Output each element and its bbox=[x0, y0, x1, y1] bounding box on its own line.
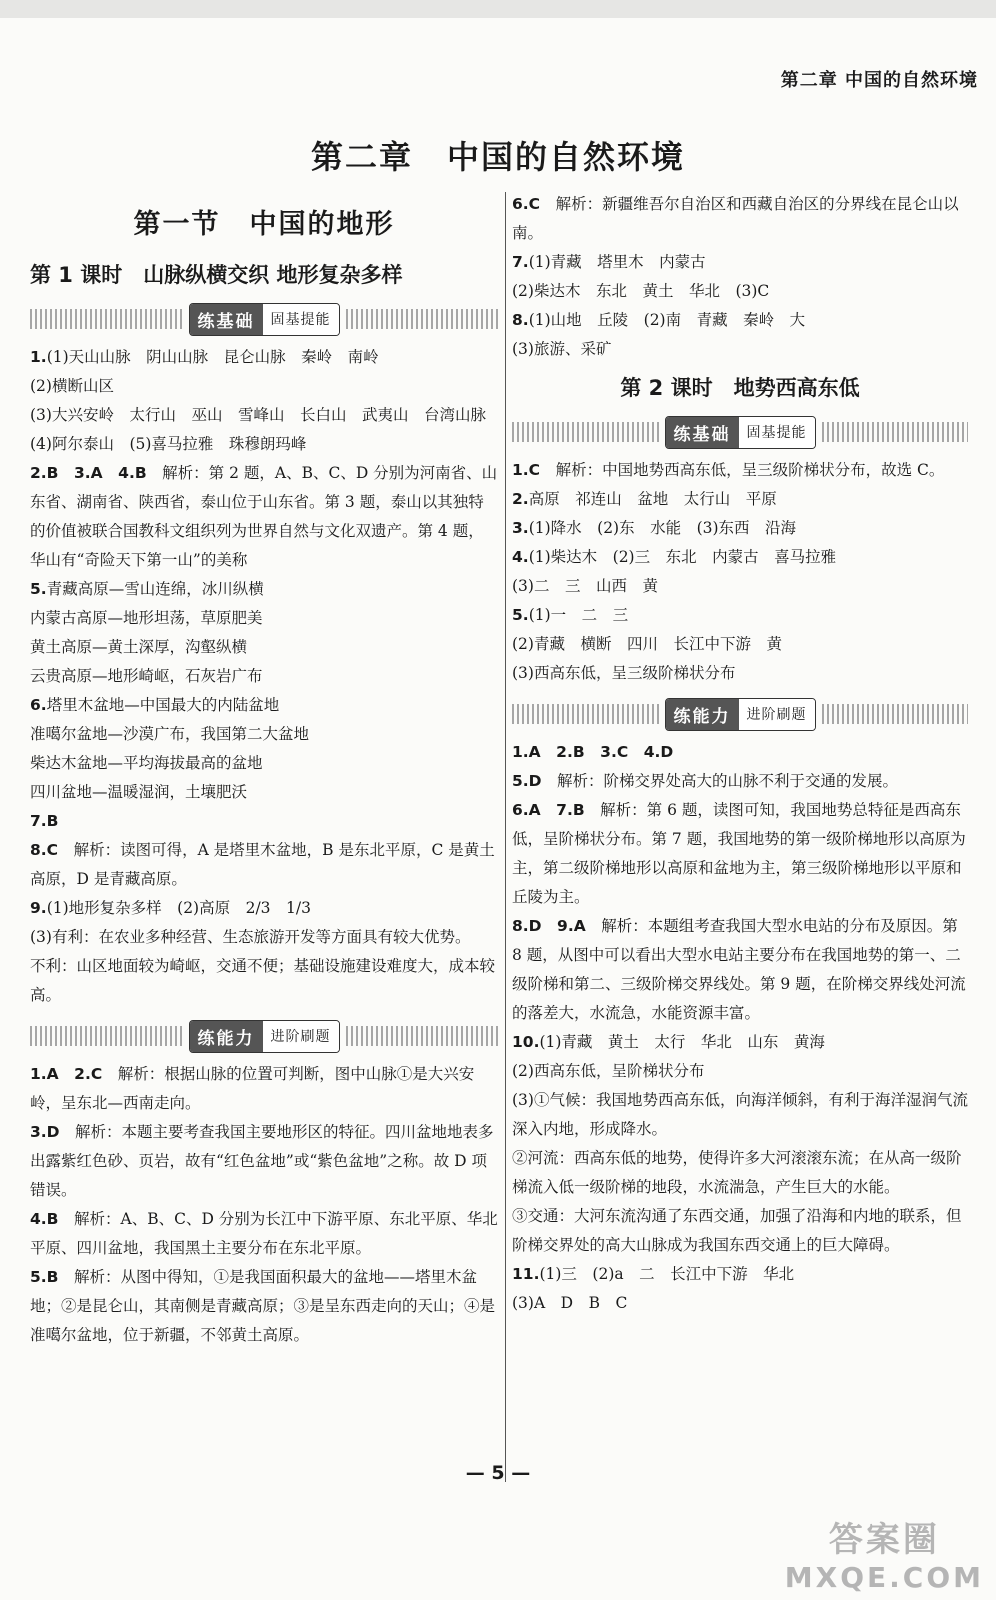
answer-item bbox=[512, 456, 968, 485]
answer-item bbox=[512, 1260, 968, 1318]
answer-list bbox=[512, 190, 968, 364]
answer-item bbox=[30, 1205, 498, 1263]
banner-hatch bbox=[346, 309, 499, 329]
banner-hatch bbox=[512, 704, 659, 724]
answer-number: 6.C bbox=[512, 195, 541, 213]
answer-text: (1)降水 (2)东 水能 (3)东西 沿海 bbox=[528, 519, 797, 537]
chapter-title: 第二章 中国的自然环境 bbox=[310, 138, 685, 176]
answer-number: 3.D bbox=[30, 1123, 60, 1141]
top-scan-border bbox=[0, 0, 996, 18]
banner-label bbox=[665, 698, 816, 731]
answer-text: 青藏高原—雪山连绵，冰川纵横 内蒙古高原—地形坦荡，草原肥美 黄土高原—黄土深厚，沟壑纵横 云贵高原—地形崎岖，石灰岩广布 bbox=[30, 580, 264, 685]
lesson-title: 第 2 课时 地势西高东低 bbox=[620, 376, 860, 400]
answer-number: 5. bbox=[512, 606, 529, 624]
answer-list bbox=[512, 738, 968, 1318]
answer-number: 4.B bbox=[30, 1210, 59, 1228]
answer-text: (1)青藏 黄土 太行 华北 山东 黄海 (2)西高东低，呈阶梯状分布 (3)①气候：我国地势西高东低，向海洋倾斜，有利于海洋湿润气流深入内地，形成降水。 ②河流：西高东低的地势，使得许多大河滚滚东流；在从高一级阶梯流入低一级阶梯的地段，水流湍急，产生巨大的水能。 ③交通：大河东流沟通了东西交通，加强了沿海和内地的联系，但阶梯交界处的高大山脉成为我国东西交通上的巨大障碍。 bbox=[512, 1033, 968, 1254]
answer-number: 5.B bbox=[30, 1268, 59, 1286]
answer-number: 8. bbox=[512, 311, 529, 329]
answer-item bbox=[512, 912, 968, 1028]
answer-text: (1)一 二 三 (2)青藏 横断 四川 长江中下游 黄 (3)西高东低，呈三级阶梯状分布 bbox=[512, 606, 782, 682]
answer-number: 2.B 3.A 4.B bbox=[30, 464, 147, 482]
answer-number: 3. bbox=[512, 519, 529, 537]
answer-item bbox=[30, 343, 498, 459]
banner-hatch bbox=[822, 422, 969, 442]
banner-hatch bbox=[346, 1026, 499, 1046]
answer-item bbox=[512, 514, 968, 543]
banner-hatch bbox=[512, 422, 659, 442]
banner-hatch bbox=[30, 1026, 183, 1046]
banner-main-text: 练基础 bbox=[190, 304, 263, 335]
answer-number: 11. bbox=[512, 1265, 540, 1283]
banner-ability bbox=[512, 698, 968, 730]
answer-item bbox=[512, 248, 968, 306]
answer-text: 解析：从图中得知，①是我国面积最大的盆地——塔里木盆地；②是昆仑山，其南侧是青藏高原；③是呈东西走向的天山；④是准噶尔盆地，位于新疆，不邻黄土高原。 bbox=[30, 1268, 496, 1344]
answer-number: 8.D 9.A bbox=[512, 917, 586, 935]
banner-label bbox=[189, 1020, 340, 1053]
answer-item bbox=[30, 807, 498, 836]
answer-item bbox=[512, 190, 968, 248]
answer-text: 塔里木盆地—中国最大的内陆盆地 准噶尔盆地—沙漠广布，我国第二大盆地 柴达木盆地—平均海拔最高的盆地 四川盆地—温暖湿润，土壤肥沃 bbox=[30, 696, 310, 801]
answer-item bbox=[30, 836, 498, 894]
answer-list bbox=[30, 1060, 498, 1350]
answer-text: (1)天山山脉 阴山山脉 昆仑山脉 秦岭 南岭 (2)横断山区 (3)大兴安岭 太行山 巫山 雪峰山 长白山 武夷山 台湾山脉 (4)阿尔泰山 (5)喜马拉雅 珠穆朗玛峰 bbox=[30, 348, 486, 453]
answer-number: 6.A 7.B bbox=[512, 801, 585, 819]
answer-text: 高原 祁连山 盆地 太行山 平原 bbox=[528, 490, 777, 508]
answer-number: 9. bbox=[30, 899, 47, 917]
banner-main-text: 练能力 bbox=[666, 699, 739, 730]
banner-basic bbox=[30, 303, 498, 335]
answer-text: 解析：A、B、C、D 分别为长江中下游平原、东北平原、华北平原、四川盆地，我国黑土主要分布在东北平原。 bbox=[30, 1210, 498, 1257]
answer-item bbox=[30, 575, 498, 691]
answer-text: (1)地形复杂多样 (2)高原 2/3 1/3 (3)有利：在农业多种经营、生态旅游开发等方面具有较大优势。 不利：山区地面较为崎岖，交通不便；基础设施建设难度大，成本较高。 bbox=[30, 899, 496, 1004]
answer-item bbox=[30, 459, 498, 575]
answer-number: 7.B bbox=[30, 812, 59, 830]
answer-number: 1. bbox=[30, 348, 47, 366]
answer-text: 解析：第 6 题，读图可知，我国地势总特征是西高东低，呈阶梯状分布。第 7 题，我国地势的第一级阶梯地形以高原为主，第二级阶梯地形以高原和盆地为主，第三级阶梯地形以平原和丘陵为主。 bbox=[512, 801, 966, 906]
lesson-title: 第 1 课时 山脉纵横交织 地形复杂多样 bbox=[30, 263, 403, 287]
answer-text: 解析：第 2 题，A、B、C、D 分别为河南省、山东省、湖南省、陕西省，泰山位于山东省。第 3 题，泰山以其独特的价值被联合国教科文组织列为世界自然与文化双遗产。第 4 题，华山有“奇险天下第一山”的美称 bbox=[30, 464, 498, 569]
answer-item bbox=[512, 601, 968, 688]
answer-list bbox=[512, 456, 968, 688]
answer-number: 2. bbox=[512, 490, 529, 508]
banner-label bbox=[189, 303, 340, 336]
answer-text: 解析：新疆维吾尔自治区和西藏自治区的分界线在昆仑山以南。 bbox=[512, 195, 959, 242]
banner-basic bbox=[512, 416, 968, 448]
banner-sub-text: 固基提能 bbox=[739, 417, 815, 448]
answer-text: (1)青藏 塔里木 内蒙古 (2)柴达木 东北 黄土 华北 (3)C bbox=[512, 253, 770, 300]
answer-item bbox=[30, 1263, 498, 1350]
answer-item bbox=[512, 543, 968, 601]
banner-ability bbox=[30, 1020, 498, 1052]
answer-number: 1.A 2.B 3.C 4.D bbox=[512, 743, 674, 761]
answer-item bbox=[512, 767, 968, 796]
answer-text: 解析：本题主要考查我国主要地形区的特征。四川盆地地表多出露紫红色砂、页岩，故有“红色盆地”或“紫色盆地”之称。故 D 项错误。 bbox=[30, 1123, 494, 1199]
answer-text: (1)三 (2)a 二 长江中下游 华北 (3)A D B C bbox=[512, 1265, 795, 1312]
answer-item bbox=[30, 1060, 498, 1118]
page-number: — 5 — bbox=[465, 1462, 531, 1484]
answer-text: 解析：根据山脉的位置可判断，图中山脉①是大兴安岭，呈东北—西南走向。 bbox=[30, 1065, 475, 1112]
banner-sub-text: 进阶刷题 bbox=[263, 1021, 339, 1052]
answer-item bbox=[512, 306, 968, 364]
banner-main-text: 练能力 bbox=[190, 1021, 263, 1052]
banner-sub-text: 进阶刷题 bbox=[739, 699, 815, 730]
answer-item bbox=[30, 1118, 498, 1205]
answer-item bbox=[30, 691, 498, 807]
answer-text: 解析：读图可得，A 是塔里木盆地，B 是东北平原，C 是黄土高原，D 是青藏高原。 bbox=[30, 841, 495, 888]
answer-number: 4. bbox=[512, 548, 529, 566]
answer-number: 1.C bbox=[512, 461, 541, 479]
answer-text: 解析：本题组考查我国大型水电站的分布及原因。第 8 题，从图中可以看出大型水电站主要分布在我国地势的第一、二级阶梯和第二、三级阶梯交界线处。第 9 题，在阶梯交界线处河流的落差大，水流急，水能资源丰富。 bbox=[512, 917, 966, 1022]
answer-item bbox=[512, 485, 968, 514]
answer-item bbox=[30, 894, 498, 1010]
banner-hatch bbox=[30, 309, 183, 329]
answer-list bbox=[30, 343, 498, 1010]
answer-text: (1)柴达木 (2)三 东北 内蒙古 喜马拉雅 (3)二 三 山西 黄 bbox=[512, 548, 837, 595]
watermark-url: MXQE.COM bbox=[784, 1561, 984, 1594]
answer-item bbox=[512, 738, 968, 767]
answer-number: 7. bbox=[512, 253, 529, 271]
left-column bbox=[30, 190, 498, 1350]
answer-number: 6. bbox=[30, 696, 47, 714]
answer-number: 10. bbox=[512, 1033, 540, 1051]
running-head: 第二章 中国的自然环境 bbox=[780, 70, 978, 91]
answer-number: 8.C bbox=[30, 841, 59, 859]
watermark-text: 答案圈 bbox=[828, 1520, 940, 1560]
right-column bbox=[512, 190, 968, 1318]
banner-hatch bbox=[822, 704, 969, 724]
banner-label bbox=[665, 416, 816, 449]
answer-item bbox=[512, 796, 968, 912]
answer-text: 解析：中国地势西高东低，呈三级阶梯状分布，故选 C。 bbox=[540, 461, 945, 479]
column-divider bbox=[505, 192, 506, 1482]
section-title: 第一节 中国的地形 bbox=[133, 209, 395, 240]
banner-sub-text: 固基提能 bbox=[263, 304, 339, 335]
answer-text: 解析：阶梯交界处高大的山脉不利于交通的发展。 bbox=[541, 772, 899, 790]
answer-number: 5.D bbox=[512, 772, 542, 790]
watermark-logo bbox=[785, 1512, 984, 1594]
answer-number: 5. bbox=[30, 580, 47, 598]
answer-text: (1)山地 丘陵 (2)南 青藏 秦岭 大 (3)旅游、采矿 bbox=[512, 311, 806, 358]
answer-item bbox=[512, 1028, 968, 1260]
answer-number: 1.A 2.C bbox=[30, 1065, 103, 1083]
banner-main-text: 练基础 bbox=[666, 417, 739, 448]
